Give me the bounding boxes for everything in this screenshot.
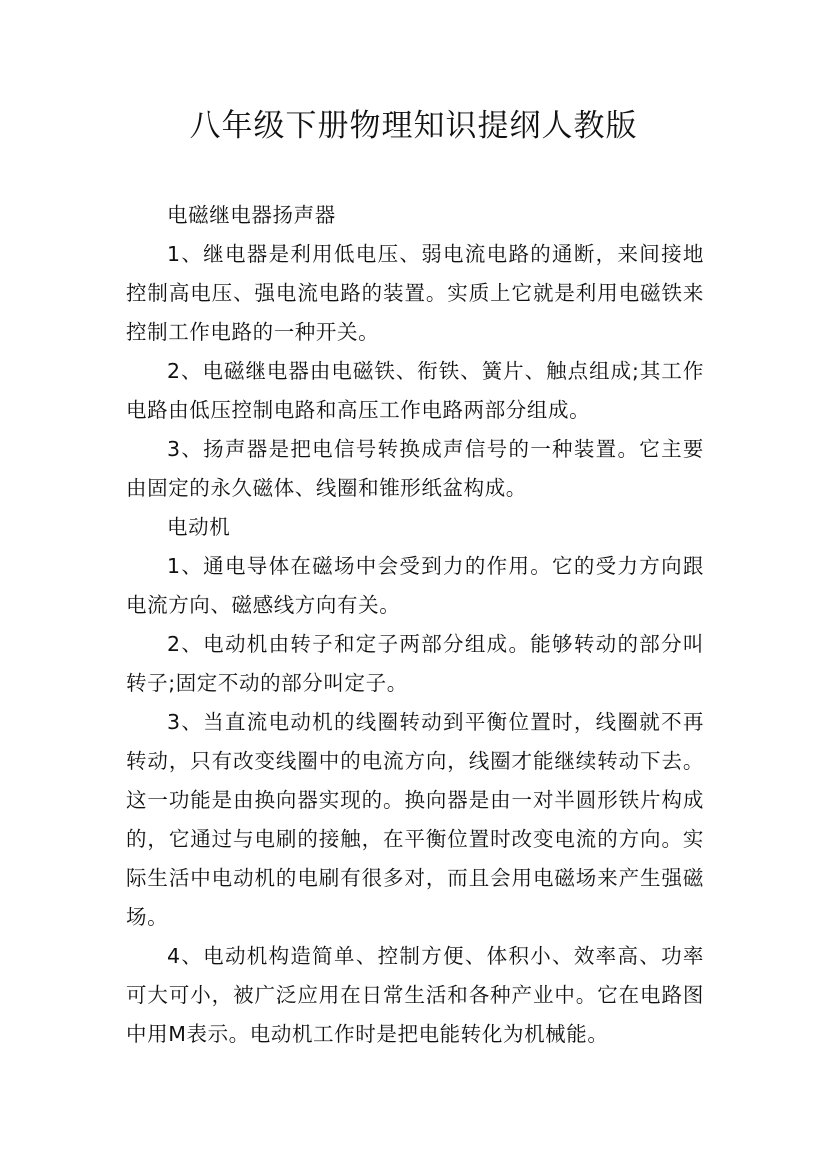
paragraph: 3、当直流电动机的线圈转动到平衡位置时，线圈就不再转动，只有改变线圈中的电流方向，线圈才能继续转动下去。这一功能是由换向器实现的。换向器是由一对半圆形铁片构成的，它通过与电刷的接触，在平衡位置时改变电流的方向。实际生活中电动机的电刷有很多对，而且会用电磁场来产生强磁场。 <box>126 710 704 929</box>
section-heading-relay-speaker: 电磁继电器扬声器 <box>167 203 336 227</box>
document-title: 八年级下册物理知识提纲人教版 <box>189 108 638 144</box>
section-heading-motor: 电动机 <box>167 515 231 539</box>
paragraph: 2、电磁继电器由电磁铁、衔铁、簧片、触点组成;其工作电路由低压控制电路和高压工作电路两部分组成。 <box>126 359 704 422</box>
document-body <box>126 196 704 1054</box>
paragraph: 4、电动机构造简单、控制方便、体积小、效率高、功率可大可小，被广泛应用在日常生活和各种产业中。它在电路图中用M表示。电动机工作时是把电能转化为机械能。 <box>126 944 704 1046</box>
paragraph: 2、电动机由转子和定子两部分组成。能够转动的部分叫转子;固定不动的部分叫定子。 <box>126 632 704 695</box>
paragraph: 3、扬声器是把电信号转换成声信号的一种装置。它主要由固定的永久磁体、线圈和锥形纸盆构成。 <box>126 437 704 500</box>
paragraph: 1、继电器是利用低电压、弱电流电路的通断，来间接地控制高电压、强电流电路的装置。实质上它就是利用电磁铁来控制工作电路的一种开关。 <box>126 242 704 344</box>
paragraph: 1、通电导体在磁场中会受到力的作用。它的受力方向跟电流方向、磁感线方向有关。 <box>126 554 704 617</box>
